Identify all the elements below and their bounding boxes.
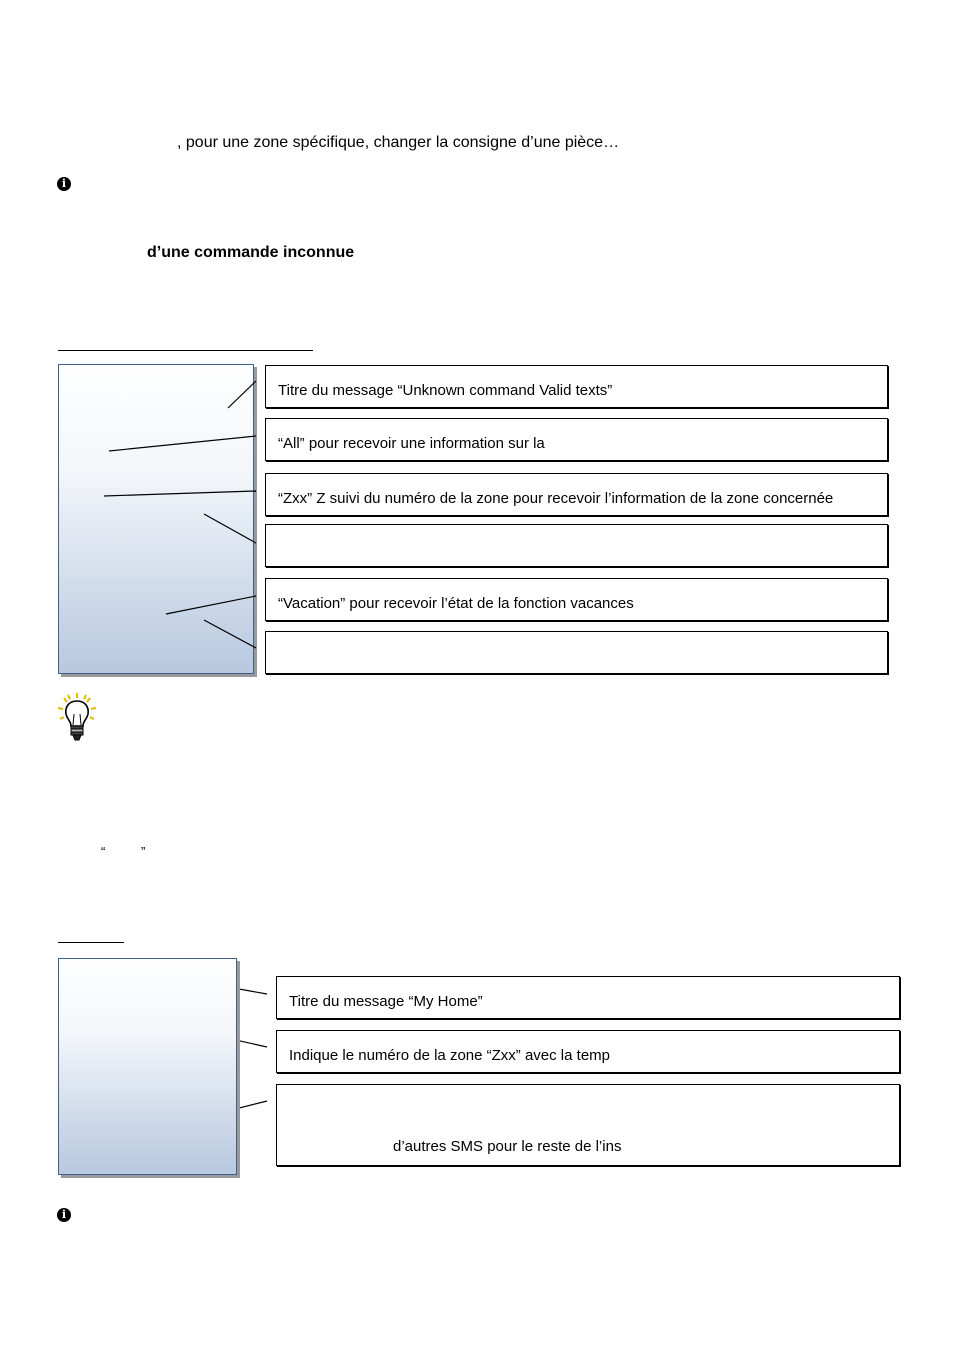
callout-box xyxy=(265,578,888,621)
connector-line xyxy=(166,596,256,614)
callout-text: “Vacation” pour recevoir l’état de la fonction vacances xyxy=(278,595,634,612)
callout-box xyxy=(265,365,888,408)
callout-text: Indique le numéro de la zone “Zxx” avec la temp xyxy=(289,1047,610,1064)
callout-box xyxy=(265,631,888,674)
phone-screen-2 xyxy=(58,958,237,1175)
callout-box xyxy=(276,1084,900,1166)
quote-open: “ xyxy=(101,844,106,859)
callout-box xyxy=(276,1030,900,1073)
quote-close: ” xyxy=(141,844,146,859)
intro-line: , pour une zone spécifique, changer la consigne d’une pièce… xyxy=(177,134,620,151)
section-heading: d’une commande inconnue xyxy=(147,244,355,261)
connector-line xyxy=(228,381,256,408)
connector-line xyxy=(204,620,256,648)
callout-text: “Zxx” Z suivi du numéro de la zone pour recevoir l’information de la zone concernée xyxy=(278,490,834,507)
connector-line xyxy=(104,491,256,496)
callout-text: Titre du message “Unknown command Valid texts” xyxy=(278,382,613,399)
info-icon: i xyxy=(57,177,71,191)
callout-box xyxy=(265,473,888,516)
connector-line xyxy=(109,436,256,451)
lightbulb-icon xyxy=(56,692,98,744)
callout-box xyxy=(276,976,900,1019)
callout-text: d’autres SMS pour le reste de l’ins xyxy=(393,1138,622,1155)
section2-title-underline xyxy=(58,942,124,943)
callout-box xyxy=(265,418,888,461)
callout-text: Titre du message “My Home” xyxy=(289,993,483,1010)
callout-box xyxy=(265,524,888,567)
info-icon: i xyxy=(57,1208,71,1222)
callout-text: “All” pour recevoir une information sur la xyxy=(278,435,545,452)
connector-line xyxy=(204,514,256,543)
